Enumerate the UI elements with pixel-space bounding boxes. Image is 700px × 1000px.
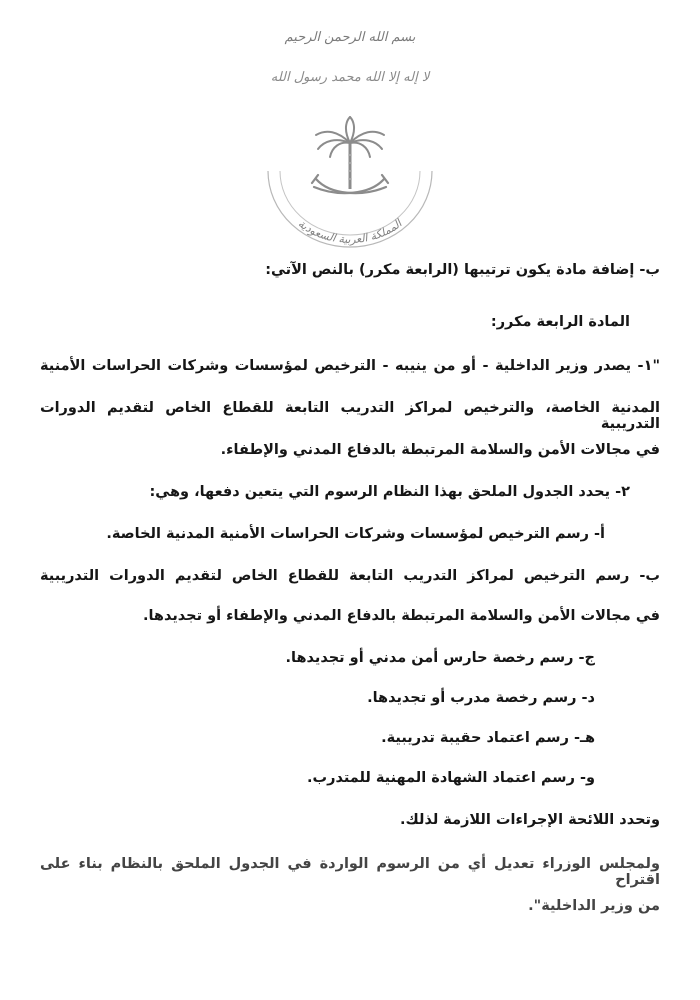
clause-2-item-b-line-2: في مجالات الأمن والسلامة المرتبطة بالدفاع المدني والإطفاء أو تجديدها. bbox=[142, 608, 660, 624]
amendment-heading: ب- إضافة مادة يكون ترتيبها (الرابعة مكرر) بالنص الآتي: bbox=[265, 262, 660, 278]
basmala: بسم الله الرحمن الرحيم bbox=[284, 30, 416, 45]
shahada: لا إله إلا الله محمد رسول الله bbox=[270, 70, 430, 85]
clause-2-intro: ٢- يحدد الجدول الملحق بهذا النظام الرسوم التي يتعين دفعها، وهي: bbox=[149, 484, 630, 500]
council-line-2: من وزير الداخلية". bbox=[528, 898, 660, 914]
clause-1-line-3: في مجالات الأمن والسلامة المرتبطة بالدفاع المدني والإطفاء. bbox=[220, 442, 660, 458]
clause-2-item-f: و- رسم اعتماد الشهادة المهنية للمتدرب. bbox=[307, 770, 595, 786]
clause-2-item-a: أ- رسم الترخيص لمؤسسات وشركات الحراسات الأمنية المدنية الخاصة. bbox=[106, 526, 605, 542]
procedures-line: وتحدد اللائحة الإجراءات اللازمة لذلك. bbox=[399, 812, 660, 828]
clause-2-item-c: ج- رسم رخصة حارس أمن مدني أو تجديدها. bbox=[285, 650, 595, 666]
emblem-text: المملكة العربية السعودية bbox=[295, 216, 405, 247]
svg-text:المملكة العربية السعودية bbox=[296, 216, 406, 246]
clause-2-item-e: هـ- رسم اعتماد حقيبة تدريبية. bbox=[381, 730, 595, 746]
article-title: المادة الرابعة مكرر: bbox=[490, 314, 630, 330]
clause-1-line-2: المدنية الخاصة، والترخيص لمراكز التدريب التابعة للقطاع الخاص لتقديم الدورات التدريبية bbox=[40, 400, 660, 432]
council-line-1: ولمجلس الوزراء تعديل أي من الرسوم الواردة في الجدول الملحق بالنظام بناء على اقتراح bbox=[40, 856, 660, 888]
clause-2-item-d: د- رسم رخصة مدرب أو تجديدها. bbox=[367, 690, 595, 706]
clause-2-item-b-line-1: ب- رسم الترخيص لمراكز التدريب التابعة للقطاع الخاص لتقديم الدورات التدريبية bbox=[40, 568, 660, 584]
saudi-emblem-icon bbox=[258, 115, 442, 255]
clause-1-line-1: "١- يصدر وزير الداخلية - أو من ينيبه - الترخيص لمؤسسات وشركات الحراسات الأمنية bbox=[40, 358, 660, 374]
